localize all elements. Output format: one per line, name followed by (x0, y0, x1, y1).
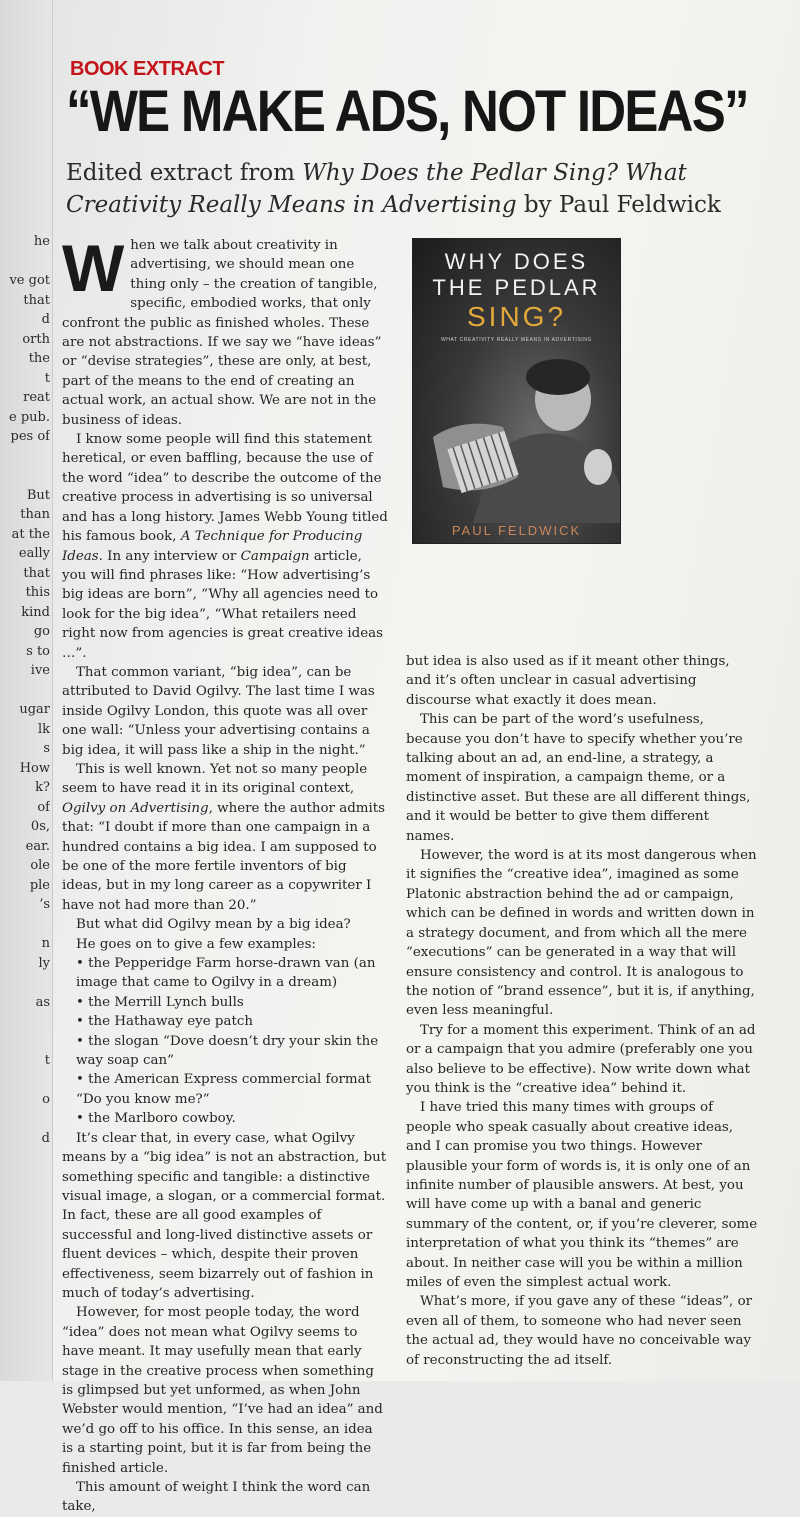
previous-page-text-fragment: o (42, 1092, 50, 1107)
paragraph: Try for a moment this experiment. Think of an ad or a campaign that you admire (preferably one you also believe to be effective). Now write down what you think is the “creative idea” behind it. (406, 1022, 756, 1096)
standfirst-author: by Paul Feldwick (516, 192, 721, 218)
previous-page-text-fragment: ple (29, 877, 50, 893)
previous-page-text-fragment: of (37, 799, 50, 815)
paragraph: When we talk about creativity in advertising, we should mean one thing only – the creation of tangible, specific, embodied works, that only confront the public as finished wholes. These are not abstractions. If we say we “have ideas” or “devise strategies”, these are only, at best, part of the means to the end of creating an actual work, an actual show. We are not in the business of ideas. (62, 231, 382, 428)
previous-page-text-fragment: d (41, 312, 50, 327)
bullet-item: • the Pepperidge Farm horse-drawn van (an image that came to Ogilvy in a dream) (76, 956, 376, 991)
book-cover-subtitle: WHAT CREATIVITY REALLY MEANS IN ADVERTISING (440, 337, 592, 343)
book-cover-author: PAUL FELDWICK (451, 523, 582, 538)
previous-page-text-fragment: e pub. (9, 409, 50, 425)
previous-page-text-fragment: ear. (25, 838, 50, 854)
article-headline: “WE MAKE ADS, NOT IDEAS” (66, 79, 748, 144)
previous-page-text-fragment: But (26, 487, 50, 503)
hair-shape (526, 359, 590, 395)
previous-page-text-fragment: go (33, 624, 50, 639)
previous-page-text-fragment: n (41, 936, 50, 951)
previous-page-text-fragment: k? (35, 780, 50, 795)
previous-page-text-fragment: reat (23, 390, 50, 405)
previous-page-text-fragment: ly (38, 955, 50, 971)
bullet-item: • the Merrill Lynch bulls (76, 994, 244, 1010)
paragraph: That common variant, “big idea”, can be attributed to David Ogilvy. The last time I was inside Ogilvy London, this quote was all over one wall: “Unless your advertising contains a big idea, it will pass like a ship in the night.” (62, 664, 375, 758)
previous-page-text-fragment: kind (21, 604, 50, 620)
hand-shape (584, 449, 612, 485)
paragraph: What’s more, if you gave any of these “ideas”, or even all of them, to someone who had never seen the actual ad, they would have no conceivable way of reconstructing the ad itself. (406, 1294, 753, 1368)
bullet-item: • the Marlboro cowboy. (76, 1111, 236, 1127)
previous-page-text-fragment: that (23, 565, 50, 581)
previous-page-text-fragment: s to (26, 643, 50, 659)
magazine-reference: Campaign (240, 548, 310, 564)
paragraph: He goes on to give a few examples: (76, 936, 316, 952)
bullet-item: • the slogan “Dove doesn’t dry your skin the way soap can” (76, 1033, 379, 1069)
book-cover-title-line2: THE PEDLAR (432, 275, 601, 300)
previous-page-edge (0, 0, 53, 1381)
bullet-item: • the American Express commercial format “Do you know me?” (76, 1072, 371, 1107)
previous-page-text-fragment: s (43, 741, 50, 756)
previous-page-text-fragment: lk (37, 721, 50, 737)
previous-page-text-fragment: d (41, 1131, 50, 1146)
previous-page-text-fragment: ive (30, 663, 50, 678)
standfirst-book-title: Why Does the Pedlar Sing? What Creativity Really Means in Advertising (66, 160, 687, 218)
previous-page-text-fragment: ugar (19, 702, 50, 717)
paragraph: But what did Ogilvy mean by a big idea? (76, 917, 351, 933)
paragraph: However, the word is at its most dangerous when it signifies the “creative idea”, imagined as some Platonic abstraction behind the ad or campaign, which can be defined in words and written down in a strategy document, and from which all the mere “executions” can be generated in a way that will ensure consistency and control. It is analogous to the notion of “brand essence”, but it is, if anything, even less meaningful. (406, 848, 757, 1019)
previous-page-text-fragment: ve got (9, 273, 50, 288)
paragraph: I know some people will find this statement heretical, or even baffling, because the use of the word “idea” to describe the outcome of the creative process in advertising is so universal and has a long history. James Webb Young titled his famous book, A Technique for Producing Ideas. In any interview or Campaign article, you will find phrases like: “How advertising’s big ideas are born”, “Why all agencies need to look for the big idea”, “What retailers need right now from agencies is great creative ideas …”. (62, 432, 388, 661)
article-column-1 (62, 231, 388, 1517)
paragraph: but idea is also used as if it meant other things, and it’s often unclear in casual advertising discourse what exactly it does mean. (406, 654, 730, 708)
article-column-2 (406, 652, 758, 1370)
paragraph: This is well known. Yet not so many people seem to have read it in its original context, Ogilvy on Advertising, where the author admits that: “I doubt if more than one campaign in a hundred contains a big idea. I am supposed to be one of the more fertile inventors of big ideas, but in my long career as a copywriter I have not had more than 20.” (62, 761, 386, 913)
previous-page-text-fragment: as (35, 994, 50, 1010)
book-cover-title-line1: WHY DOES (444, 249, 589, 274)
paragraph: However, for most people today, the word “idea” does not mean what Ogilvy seems to have meant. It may usefully mean that early stage in the creative process when something is glimpsed but yet unformed, as when John Webster would mention, “I’ve had an idea” and we’d go off to his office. In this sense, an idea is a starting point, but it is far from being the finished article. (62, 1305, 383, 1476)
paragraph: It’s clear that, in every case, what Ogilvy means by a “big idea” is not an abstraction, but something specific and tangible: a distinctive visual image, a slogan, or a commercial format. In fact, these are all good examples of successful and long-lived distinctive assets or fluent devices – which, despite their proven effectiveness, seem bizarrely out of fashion in much of today’s advertising. (62, 1130, 387, 1301)
bullet-item: • the Hathaway eye patch (76, 1014, 253, 1030)
paragraph: This amount of weight I think the word can take, (62, 1480, 371, 1515)
drop-cap: W (62, 231, 125, 305)
book-cover-image (412, 238, 621, 544)
paragraph: This can be part of the word’s usefulness, because you don’t have to specify whether you’re talking about an ad, an end-line, a strategy, a moment of inspiration, a campaign theme, or a distinctive asset. But these are all different things, and it would be better to give them different names. (406, 712, 751, 844)
previous-page-text-fragment: the (28, 351, 50, 366)
book-title-reference: A Technique for Producing Ideas (62, 529, 363, 564)
previous-page-text-fragment: that (23, 292, 50, 308)
book-cover-title-line3: SING? (466, 301, 567, 332)
previous-page-text-fragment: t (44, 1053, 50, 1068)
previous-page-text-fragment: at the (11, 526, 50, 542)
paragraph: I have tried this many times with groups of people who speak casually about creative ideas, and I can promise you two things. However plausible your form of words is, it is only one of an infinite number of plausible answers. At best, you will have come up with a banal and generic summary of the content, or, if you’re cleverer, some interpretation of what you think its “themes” are about. In neither case will you be within a million miles of even the simplest actual work. (406, 1100, 758, 1290)
standfirst-prefix: Edited extract from (66, 160, 303, 186)
previous-page-text-fragment: 0s, (30, 819, 50, 834)
previous-page-text-fragment: t (44, 370, 50, 386)
previous-page-text-fragment: How (19, 760, 50, 776)
previous-page-text-fragment: than (20, 507, 50, 522)
article-standfirst (66, 157, 756, 221)
section-kicker: BOOK EXTRACT (70, 58, 224, 80)
previous-page-text-fragment: this (25, 585, 50, 600)
previous-page-text-fragment: eally (18, 546, 50, 561)
previous-page-text-fragment: ole (30, 858, 50, 873)
book-title-reference: Ogilvy on Advertising (62, 800, 209, 816)
previous-page-text-fragment: he (33, 234, 50, 249)
previous-page-text-fragment: ’s (39, 897, 50, 912)
previous-page-text-fragment: pes of (10, 429, 50, 444)
previous-page-text-fragment: orth (22, 331, 50, 347)
pedlar-figure-illustration (413, 347, 620, 523)
